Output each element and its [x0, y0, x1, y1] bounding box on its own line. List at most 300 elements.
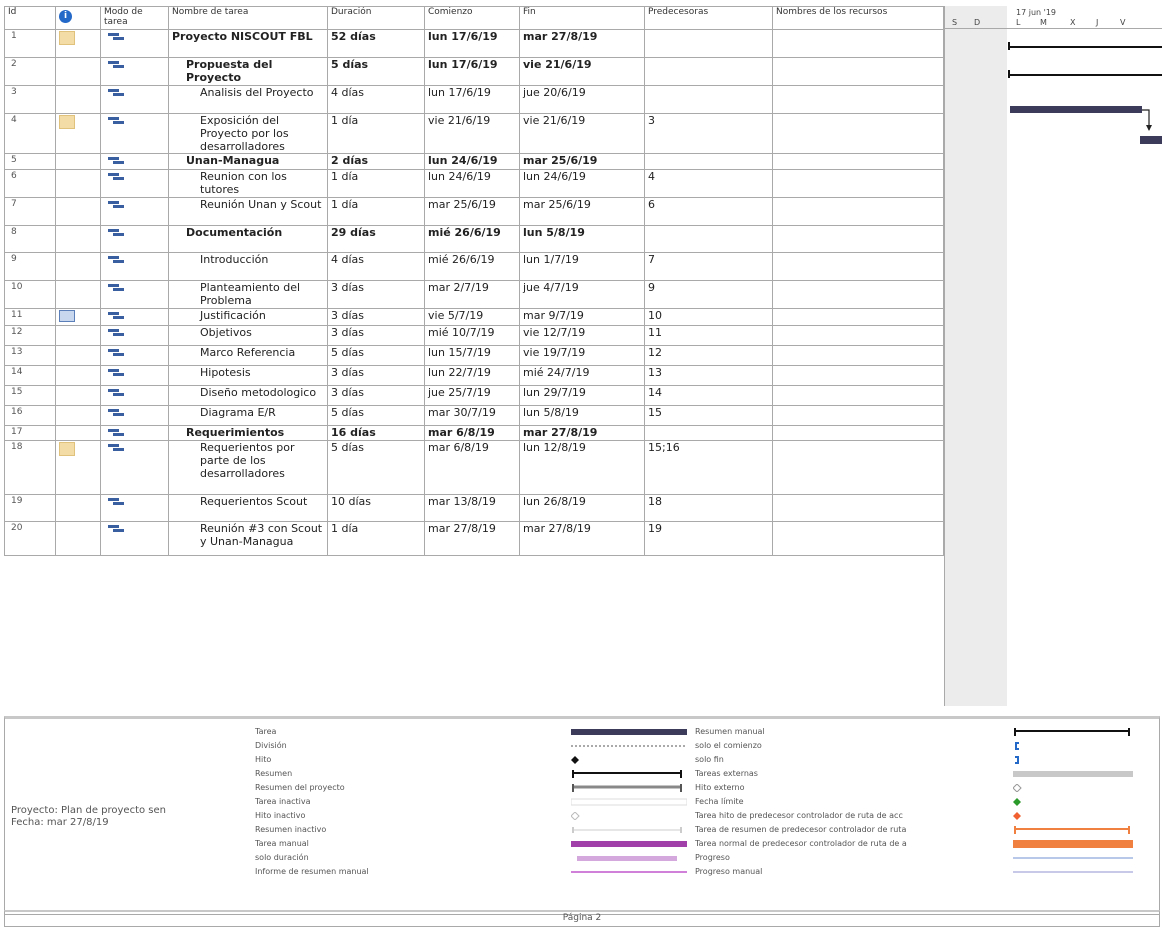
auto-scheduled-icon	[108, 497, 124, 506]
legend-label: Hito inactivo	[255, 811, 306, 820]
task-mode-cell	[101, 226, 169, 253]
task-resources-cell[interactable]	[773, 522, 944, 556]
column-header-start[interactable]: Comienzo	[425, 7, 520, 30]
auto-scheduled-icon	[108, 156, 124, 165]
task-resources-cell[interactable]	[773, 346, 944, 366]
task-mode-cell	[101, 86, 169, 114]
task-predecessors-cell[interactable]	[645, 226, 773, 253]
task-indicator-cell	[56, 495, 101, 522]
task-start-cell[interactable]: vie 21/6/19	[425, 114, 520, 154]
task-predecessors-cell[interactable]: 13	[645, 366, 773, 386]
task-resources-cell[interactable]	[773, 58, 944, 86]
legend-label: Resumen inactivo	[255, 825, 327, 834]
auto-scheduled-icon	[108, 228, 124, 237]
table-row[interactable]	[5, 281, 944, 309]
task-mode-cell	[101, 386, 169, 406]
task-indicator-cell	[56, 30, 101, 58]
task-duration-cell[interactable]: 3 días	[328, 386, 425, 406]
column-header-predecessors[interactable]: Predecesoras	[645, 7, 773, 30]
task-resources-cell[interactable]	[773, 86, 944, 114]
column-header-duration[interactable]: Duración	[328, 7, 425, 30]
gantt-task-bar[interactable]	[1010, 106, 1142, 113]
task-start-cell[interactable]: mié 10/7/19	[425, 326, 520, 346]
task-end-cell[interactable]: vie 21/6/19	[520, 114, 645, 154]
task-end-cell[interactable]: lun 12/8/19	[520, 441, 645, 495]
task-duration-cell[interactable]: 5 días	[328, 441, 425, 495]
legend-swatch	[1013, 728, 1133, 738]
task-resources-cell[interactable]	[773, 253, 944, 281]
legend-row	[255, 851, 525, 865]
legend-swatch	[1013, 798, 1133, 808]
task-predecessors-cell[interactable]: 10	[645, 309, 773, 326]
task-indicator-cell	[56, 170, 101, 198]
legend-row	[695, 823, 1155, 837]
task-mode-cell	[101, 170, 169, 198]
timescale-day-label: S	[952, 18, 958, 27]
timescale-day-label: M	[1040, 18, 1047, 27]
task-id-cell: 16	[5, 406, 56, 426]
task-predecessors-cell[interactable]: 4	[645, 170, 773, 198]
task-duration-cell[interactable]: 3 días	[328, 309, 425, 326]
legend-row	[255, 739, 525, 753]
legend-swatch	[1013, 854, 1133, 864]
task-resources-cell[interactable]	[773, 426, 944, 441]
task-indicator-cell	[56, 281, 101, 309]
task-id-cell: 15	[5, 386, 56, 406]
task-indicator-cell	[56, 522, 101, 556]
auto-scheduled-icon	[108, 524, 124, 533]
task-indicator-cell	[56, 326, 101, 346]
task-name-cell[interactable]: Marco Referencia	[169, 346, 328, 366]
task-id-cell: 9	[5, 253, 56, 281]
legend-swatch	[571, 840, 687, 850]
task-end-cell[interactable]: mar 25/6/19	[520, 198, 645, 226]
task-predecessors-cell[interactable]: 15	[645, 406, 773, 426]
task-duration-cell[interactable]: 5 días	[328, 58, 425, 86]
column-header-name[interactable]: Nombre de tarea	[169, 7, 328, 30]
legend-label: Tarea de resumen de predecesor controlador de ruta	[695, 825, 907, 834]
task-end-cell[interactable]: vie 12/7/19	[520, 326, 645, 346]
page-footer: Página 2	[4, 910, 1160, 927]
auto-scheduled-icon	[108, 32, 124, 41]
table-row[interactable]	[5, 30, 944, 58]
table-row[interactable]	[5, 346, 944, 366]
task-end-cell[interactable]: mié 24/7/19	[520, 366, 645, 386]
task-duration-cell[interactable]: 52 días	[328, 30, 425, 58]
legend-swatch	[571, 826, 687, 836]
task-resources-cell[interactable]	[773, 154, 944, 170]
task-end-cell[interactable]: lun 29/7/19	[520, 386, 645, 406]
task-id-cell: 19	[5, 495, 56, 522]
task-indicator-cell	[56, 114, 101, 154]
task-start-cell[interactable]: mar 27/8/19	[425, 522, 520, 556]
task-resources-cell[interactable]	[773, 198, 944, 226]
note-icon[interactable]	[59, 115, 75, 129]
task-name-cell[interactable]: Documentación	[169, 226, 328, 253]
table-row[interactable]	[5, 366, 944, 386]
task-indicator-cell	[56, 154, 101, 170]
task-mode-cell	[101, 495, 169, 522]
task-start-cell[interactable]: lun 15/7/19	[425, 346, 520, 366]
timescale-week-label: 17 jun '19	[1016, 8, 1057, 17]
task-id-cell: 12	[5, 326, 56, 346]
auto-scheduled-icon	[108, 328, 124, 337]
task-name-cell[interactable]: Hipotesis	[169, 366, 328, 386]
task-id-cell: 7	[5, 198, 56, 226]
table-row[interactable]	[5, 426, 944, 441]
task-name-cell[interactable]: Proyecto NISCOUT FBL	[169, 30, 328, 58]
task-duration-cell[interactable]: 4 días	[328, 86, 425, 114]
table-row[interactable]	[5, 253, 944, 281]
task-predecessors-cell[interactable]	[645, 154, 773, 170]
task-duration-cell[interactable]: 1 día	[328, 114, 425, 154]
task-name-cell[interactable]: Requerimientos	[169, 426, 328, 441]
note-icon[interactable]	[59, 442, 75, 456]
auto-scheduled-icon	[108, 88, 124, 97]
task-mode-cell	[101, 154, 169, 170]
task-id-cell: 11	[5, 309, 56, 326]
task-resources-cell[interactable]	[773, 366, 944, 386]
task-predecessors-cell[interactable]: 15;16	[645, 441, 773, 495]
task-mode-cell	[101, 441, 169, 495]
column-header-mode[interactable]: Modo de tarea	[101, 7, 169, 30]
legend-row	[695, 795, 1155, 809]
timescale-day-label: X	[1070, 18, 1076, 27]
task-name-cell[interactable]: Propuesta del Proyecto	[169, 58, 328, 86]
legend-swatch	[1013, 840, 1133, 850]
task-start-cell[interactable]: lun 17/6/19	[425, 30, 520, 58]
task-end-cell[interactable]: jue 20/6/19	[520, 86, 645, 114]
task-mode-cell	[101, 253, 169, 281]
task-start-cell[interactable]: mar 6/8/19	[425, 441, 520, 495]
task-indicator-cell	[56, 58, 101, 86]
task-id-cell: 20	[5, 522, 56, 556]
legend-row	[695, 767, 1155, 781]
task-resources-cell[interactable]	[773, 281, 944, 309]
task-indicator-cell	[56, 86, 101, 114]
legend-swatch	[1013, 756, 1133, 766]
gantt-task-bar[interactable]	[1140, 136, 1162, 144]
task-start-cell[interactable]: lun 24/6/19	[425, 154, 520, 170]
task-mode-cell	[101, 346, 169, 366]
timescale-day-label: D	[974, 18, 981, 27]
task-indicator-cell	[56, 198, 101, 226]
task-indicator-cell	[56, 441, 101, 495]
legend-label: Progreso	[695, 853, 730, 862]
task-end-cell[interactable]: jue 4/7/19	[520, 281, 645, 309]
task-resources-cell[interactable]	[773, 226, 944, 253]
auto-scheduled-icon	[108, 311, 124, 320]
task-predecessors-cell[interactable]: 18	[645, 495, 773, 522]
legend-label: Tareas externas	[695, 769, 758, 778]
task-duration-cell[interactable]: 10 días	[328, 495, 425, 522]
task-end-cell[interactable]: lun 24/6/19	[520, 170, 645, 198]
task-resources-cell[interactable]	[773, 386, 944, 406]
legend-label: Tarea normal de predecesor controlador de ruta de a	[695, 839, 907, 848]
task-duration-cell[interactable]: 16 días	[328, 426, 425, 441]
legend-swatch	[571, 812, 687, 822]
legend-project-name: Proyecto: Plan de proyecto sen	[11, 805, 166, 816]
task-end-cell[interactable]: lun 26/8/19	[520, 495, 645, 522]
task-predecessors-cell[interactable]: 6	[645, 198, 773, 226]
task-name-cell[interactable]: Introducción	[169, 253, 328, 281]
task-mode-cell	[101, 366, 169, 386]
task-predecessors-cell[interactable]	[645, 30, 773, 58]
task-start-cell[interactable]: lun 22/7/19	[425, 366, 520, 386]
table-header	[5, 7, 944, 30]
task-predecessors-cell[interactable]: 14	[645, 386, 773, 406]
legend-swatch	[571, 742, 687, 752]
legend-row	[255, 809, 525, 823]
task-mode-cell	[101, 522, 169, 556]
auto-scheduled-icon	[108, 348, 124, 357]
task-mode-cell	[101, 426, 169, 441]
legend-row	[255, 753, 525, 767]
legend-label: Tarea manual	[255, 839, 309, 848]
legend-row	[695, 781, 1155, 795]
legend-label: Tarea hito de predecesor controlador de ruta de acc	[695, 811, 903, 820]
task-id-cell: 6	[5, 170, 56, 198]
task-resources-cell[interactable]	[773, 309, 944, 326]
legend-row	[255, 865, 525, 879]
task-resources-cell[interactable]	[773, 495, 944, 522]
legend-row	[695, 739, 1155, 753]
task-start-cell[interactable]: mar 2/7/19	[425, 281, 520, 309]
legend-label: Hito externo	[695, 783, 745, 792]
table-row[interactable]	[5, 226, 944, 253]
task-resources-cell[interactable]	[773, 30, 944, 58]
task-indicator-cell	[56, 346, 101, 366]
task-id-cell: 17	[5, 426, 56, 441]
task-end-cell[interactable]: lun 5/8/19	[520, 226, 645, 253]
task-end-cell[interactable]: mar 9/7/19	[520, 309, 645, 326]
task-mode-cell	[101, 281, 169, 309]
task-duration-cell[interactable]: 1 día	[328, 170, 425, 198]
legend-row	[255, 823, 525, 837]
auto-scheduled-icon	[108, 172, 124, 181]
legend-row	[255, 781, 525, 795]
table-row[interactable]	[5, 198, 944, 226]
task-indicator-cell	[56, 309, 101, 326]
task-duration-cell[interactable]: 1 día	[328, 522, 425, 556]
auto-scheduled-icon	[108, 60, 124, 69]
task-start-cell[interactable]: lun 17/6/19	[425, 58, 520, 86]
legend-swatch	[1013, 868, 1133, 878]
task-name-cell[interactable]: Reunion con los tutores	[169, 170, 328, 198]
task-start-cell[interactable]: mar 30/7/19	[425, 406, 520, 426]
gantt-summary-bracket[interactable]	[1008, 70, 1010, 78]
task-duration-cell[interactable]: 29 días	[328, 226, 425, 253]
auto-scheduled-icon	[108, 368, 124, 377]
legend-row	[695, 865, 1155, 879]
legend-label: Resumen	[255, 769, 293, 778]
table-row[interactable]	[5, 154, 944, 170]
task-table	[4, 6, 944, 556]
auto-scheduled-icon	[108, 116, 124, 125]
task-mode-cell	[101, 406, 169, 426]
calendar-icon[interactable]	[59, 310, 75, 322]
legend-row	[255, 767, 525, 781]
task-name-cell[interactable]: Diseño metodologico	[169, 386, 328, 406]
task-mode-cell	[101, 326, 169, 346]
table-row[interactable]	[5, 86, 944, 114]
table-row[interactable]	[5, 441, 944, 495]
task-predecessors-cell[interactable]: 19	[645, 522, 773, 556]
legend-swatch	[571, 798, 687, 808]
column-header-indicators[interactable]	[56, 7, 101, 30]
task-predecessors-cell[interactable]	[645, 58, 773, 86]
task-duration-cell[interactable]: 1 día	[328, 198, 425, 226]
auto-scheduled-icon	[108, 408, 124, 417]
timescale-day-label: L	[1016, 18, 1021, 27]
legend-row	[695, 851, 1155, 865]
task-duration-cell[interactable]: 3 días	[328, 326, 425, 346]
legend-date: Fecha: mar 27/8/19	[11, 817, 109, 828]
task-resources-cell[interactable]	[773, 406, 944, 426]
table-row[interactable]	[5, 386, 944, 406]
task-resources-cell[interactable]	[773, 114, 944, 154]
task-id-cell: 8	[5, 226, 56, 253]
auto-scheduled-icon	[108, 428, 124, 437]
task-resources-cell[interactable]	[773, 170, 944, 198]
task-name-cell[interactable]: Justificación	[169, 309, 328, 326]
task-indicator-cell	[56, 386, 101, 406]
legend-row	[695, 837, 1155, 851]
legend-label: Progreso manual	[695, 867, 763, 876]
task-id-cell: 2	[5, 58, 56, 86]
task-end-cell[interactable]: vie 21/6/19	[520, 58, 645, 86]
gantt-summary-bracket[interactable]	[1008, 42, 1010, 50]
legend-label: solo el comienzo	[695, 741, 762, 750]
task-indicator-cell	[56, 406, 101, 426]
legend-swatch	[571, 784, 687, 794]
legend-row	[695, 725, 1155, 739]
task-mode-cell	[101, 30, 169, 58]
task-predecessors-cell[interactable]: 3	[645, 114, 773, 154]
task-name-cell[interactable]: Requerientos Scout	[169, 495, 328, 522]
task-start-cell[interactable]: mar 6/8/19	[425, 426, 520, 441]
task-predecessors-cell[interactable]: 11	[645, 326, 773, 346]
table-row[interactable]	[5, 495, 944, 522]
legend-label: solo fin	[695, 755, 724, 764]
legend-swatch	[571, 756, 687, 766]
auto-scheduled-icon	[108, 388, 124, 397]
column-header-resources[interactable]: Nombres de los recursos	[773, 7, 944, 30]
gantt-chart	[944, 6, 1162, 706]
task-end-cell[interactable]: lun 5/8/19	[520, 406, 645, 426]
legend-swatch	[1013, 826, 1133, 836]
gantt-dependency-arrow[interactable]	[1146, 125, 1152, 131]
legend-label: Resumen manual	[695, 727, 765, 736]
legend-label: Informe de resumen manual	[255, 867, 369, 876]
task-predecessors-cell[interactable]	[645, 86, 773, 114]
legend-label: División	[255, 741, 287, 750]
task-start-cell[interactable]: mié 26/6/19	[425, 226, 520, 253]
legend-swatch	[571, 854, 687, 864]
task-predecessors-cell[interactable]	[645, 426, 773, 441]
task-name-cell[interactable]: Unan-Managua	[169, 154, 328, 170]
auto-scheduled-icon	[108, 443, 124, 452]
task-name-cell[interactable]: Reunión Unan y Scout	[169, 198, 328, 226]
task-name-cell[interactable]: Exposición del Proyecto por los desarrolladores	[169, 114, 328, 154]
task-end-cell[interactable]: mar 25/6/19	[520, 154, 645, 170]
column-header-end[interactable]: Fin	[520, 7, 645, 30]
column-header-id[interactable]: Id	[5, 7, 56, 30]
task-resources-cell[interactable]	[773, 441, 944, 495]
legend-right-column	[695, 725, 1155, 879]
legend-swatch	[1013, 770, 1133, 780]
task-id-cell: 14	[5, 366, 56, 386]
task-duration-cell[interactable]: 5 días	[328, 406, 425, 426]
task-predecessors-cell[interactable]: 12	[645, 346, 773, 366]
task-name-cell[interactable]: Planteamiento del Problema	[169, 281, 328, 309]
task-start-cell[interactable]: mié 26/6/19	[425, 253, 520, 281]
table-row[interactable]	[5, 326, 944, 346]
task-start-cell[interactable]: mar 25/6/19	[425, 198, 520, 226]
task-predecessors-cell[interactable]: 7	[645, 253, 773, 281]
task-name-cell[interactable]: Diagrama E/R	[169, 406, 328, 426]
note-icon[interactable]	[59, 31, 75, 45]
task-indicator-cell	[56, 366, 101, 386]
task-predecessors-cell[interactable]: 9	[645, 281, 773, 309]
task-duration-cell[interactable]: 4 días	[328, 253, 425, 281]
task-name-cell[interactable]: Requerientos por parte de los desarrolladores	[169, 441, 328, 495]
task-start-cell[interactable]: vie 5/7/19	[425, 309, 520, 326]
task-end-cell[interactable]: mar 27/8/19	[520, 522, 645, 556]
task-id-cell: 4	[5, 114, 56, 154]
task-start-cell[interactable]: lun 17/6/19	[425, 86, 520, 114]
task-mode-cell	[101, 198, 169, 226]
legend-box	[4, 716, 1160, 915]
legend-label: Fecha límite	[695, 797, 744, 806]
table-row[interactable]	[5, 170, 944, 198]
task-name-cell[interactable]: Reunión #3 con Scout y Unan-Managua	[169, 522, 328, 556]
legend-swatch	[571, 728, 687, 738]
task-start-cell[interactable]: jue 25/7/19	[425, 386, 520, 406]
task-name-cell[interactable]: Analisis del Proyecto	[169, 86, 328, 114]
legend-swatch	[1013, 742, 1133, 752]
table-row[interactable]	[5, 58, 944, 86]
task-duration-cell[interactable]: 3 días	[328, 366, 425, 386]
legend-label: Hito	[255, 755, 272, 764]
task-end-cell[interactable]: vie 19/7/19	[520, 346, 645, 366]
legend-row	[255, 725, 525, 739]
legend-label: Resumen del proyecto	[255, 783, 345, 792]
legend-row	[695, 809, 1155, 823]
task-start-cell[interactable]: mar 13/8/19	[425, 495, 520, 522]
task-id-cell: 13	[5, 346, 56, 366]
gantt-bars	[944, 6, 1162, 706]
task-name-cell[interactable]: Objetivos	[169, 326, 328, 346]
task-duration-cell[interactable]: 3 días	[328, 281, 425, 309]
task-resources-cell[interactable]	[773, 326, 944, 346]
table-row[interactable]	[5, 406, 944, 426]
legend-label: Tarea	[255, 727, 277, 736]
timescale-day-label: V	[1120, 18, 1126, 27]
task-end-cell[interactable]: mar 27/8/19	[520, 30, 645, 58]
table-row[interactable]	[5, 309, 944, 326]
task-end-cell[interactable]: lun 1/7/19	[520, 253, 645, 281]
auto-scheduled-icon	[108, 255, 124, 264]
legend-label: solo duración	[255, 853, 309, 862]
table-row[interactable]	[5, 522, 944, 556]
task-start-cell[interactable]: lun 24/6/19	[425, 170, 520, 198]
task-duration-cell[interactable]: 5 días	[328, 346, 425, 366]
task-duration-cell[interactable]: 2 días	[328, 154, 425, 170]
table-row[interactable]	[5, 114, 944, 154]
task-end-cell[interactable]: mar 27/8/19	[520, 426, 645, 441]
legend-row	[255, 837, 525, 851]
